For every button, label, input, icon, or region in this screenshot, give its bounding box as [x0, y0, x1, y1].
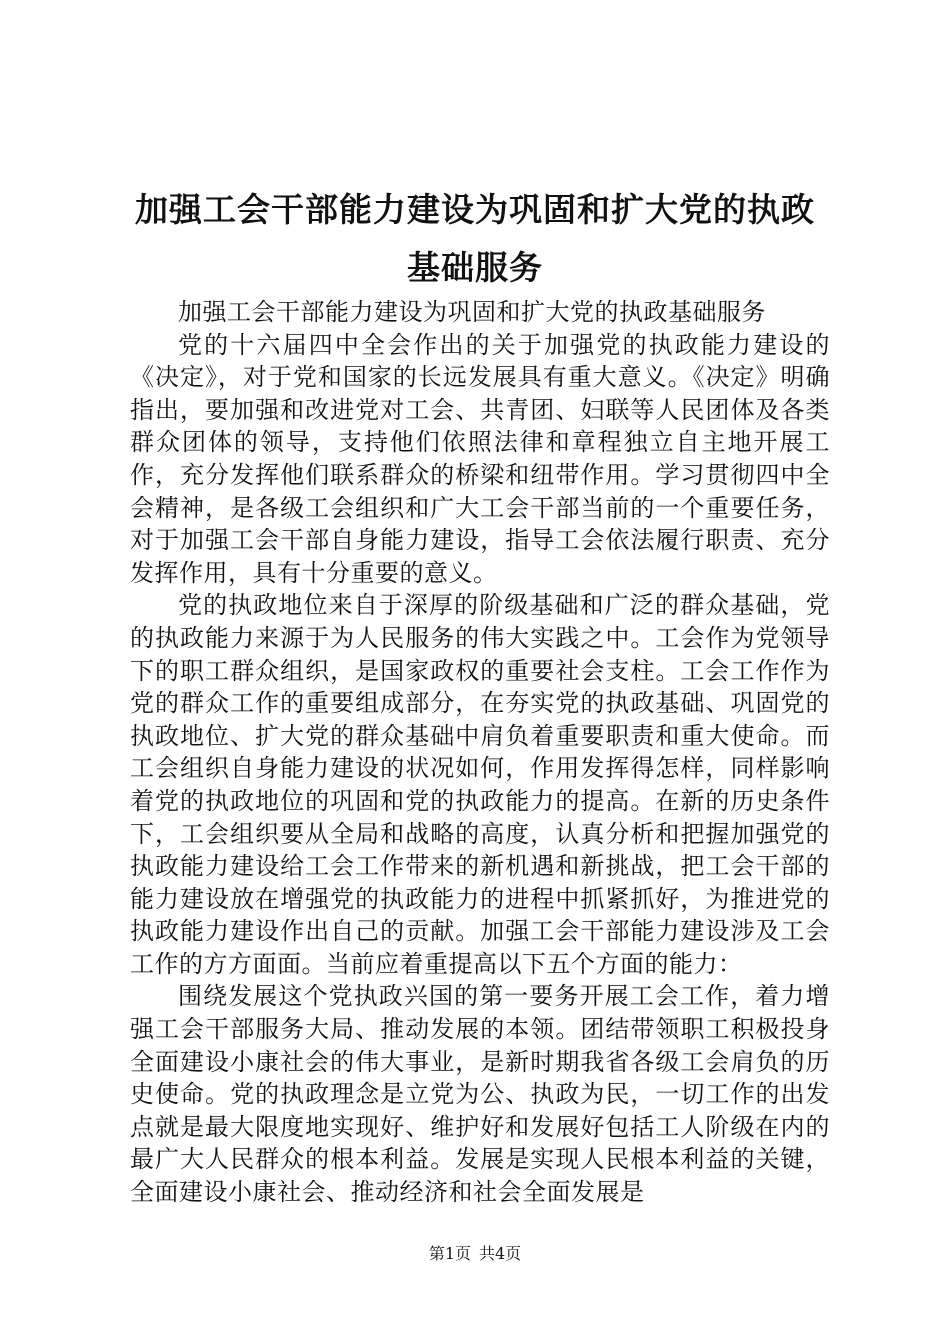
page-footer [0, 1244, 950, 1264]
document-body [130, 296, 830, 1209]
page-number: 第1页 [428, 1244, 471, 1263]
subtitle-paragraph: 加强工会干部能力建设为巩固和扩大党的执政基础服务 [178, 298, 766, 326]
body-paragraph: 党的十六届四中全会作出的关于加强党的执政能力建设的《决定》，对于党和国家的长远发展具有重大意义。《决定》明确指出，要加强和改进党对工会、共青团、妇联等人民团体及各类群众团体的领导，支持他们依照法律和章程独立自主地开展工作，充分发挥他们联系群众的桥梁和纽带作用。学习贯彻四中全会精神，是各级工会组织和广大工会干部当前的一个重要任务，对于加强工会干部自身能力建设，指导工会依法履行职责、充分发挥作用，具有十分重要的意义。 [130, 330, 830, 587]
page-total: 共4页 [479, 1244, 522, 1263]
document-title-line-1: 加强工会干部能力建设为巩固和扩大党的执政 [135, 190, 815, 229]
body-paragraph: 围绕发展这个党执政兴国的第一要务开展工会工作，着力增强工会干部服务大局、推动发展的本领。团结带领职工积极投身全面建设小康社会的伟大事业，是新时期我省各级工会肩负的历史使命。党的执政理念是立党为公、执政为民，一切工作的出发点就是最大限度地实现好、维护好和发展好包括工人阶级在内的最广大人民群众的根本利益。发展是实现人民根本利益的关键，全面建设小康社会、推动经济和社会全面发展是 [130, 982, 830, 1207]
document-title-line-2: 基础服务 [407, 248, 543, 287]
body-paragraph: 党的执政地位来自于深厚的阶级基础和广泛的群众基础，党的执政能力来源于为人民服务的伟大实践之中。工会作为党领导下的职工群众组织，是国家政权的重要社会支柱。工会工作作为党的群众工作的重要组成部分，在夯实党的执政基础、巩固党的执政地位、扩大党的群众基础中肩负着重要职责和重大使命。而工会组织自身能力建设的状况如何，作用发挥得怎样，同样影响着党的执政地位的巩固和党的执政能力的提高。在新的历史条件下，工会组织要从全局和战略的高度，认真分析和把握加强党的执政能力建设给工会工作带来的新机遇和新挑战，把工会干部的能力建设放在增强党的执政能力的进程中抓紧抓好，为推进党的执政能力建设作出自己的贡献。加强工会干部能力建设涉及工会工作的方方面面。当前应着重提高以下五个方面的能力： [130, 591, 830, 978]
